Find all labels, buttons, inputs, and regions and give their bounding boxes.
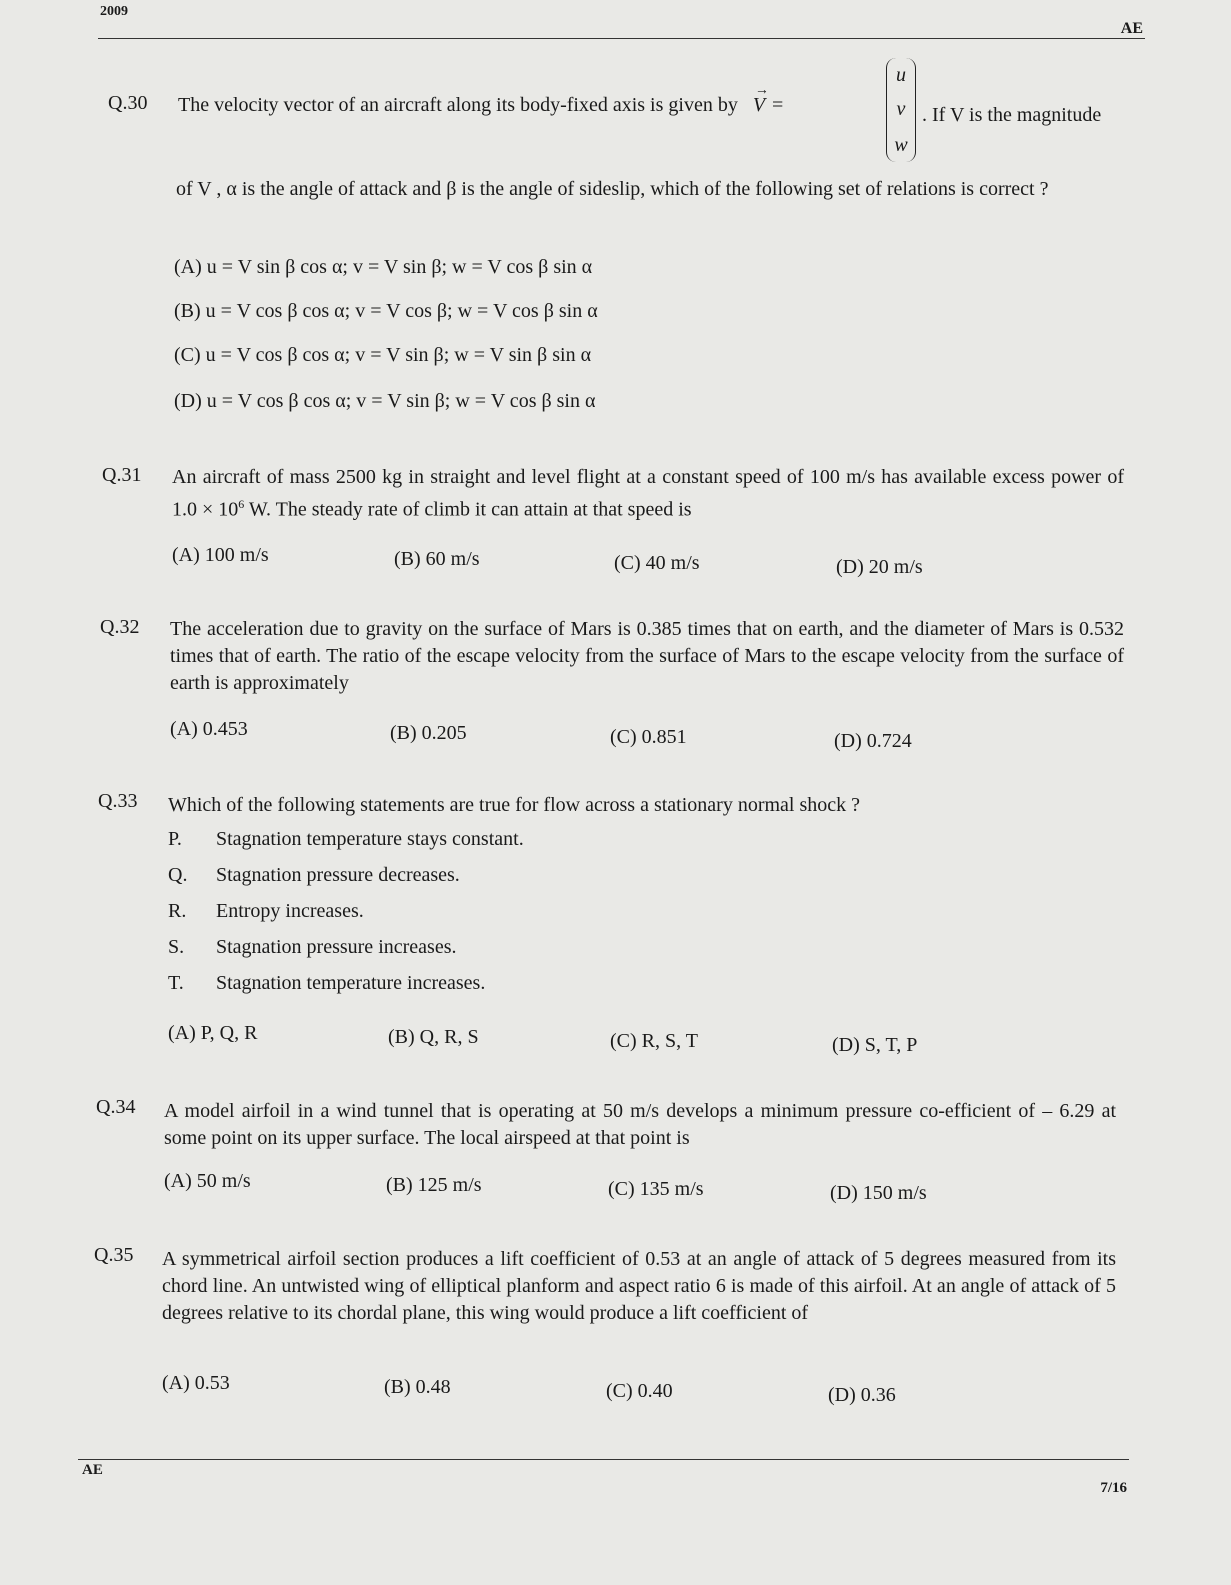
- header-divider: [98, 38, 1145, 39]
- header-year: 2009: [100, 4, 128, 19]
- vector-component-u: u: [896, 64, 906, 86]
- statement-text: Stagnation temperature stays constant.: [216, 828, 524, 850]
- option-b[interactable]: (B) u = V cos β cos α; v = V cos β; w = V cos β sin α: [174, 300, 598, 322]
- question-text: [172, 464, 1124, 524]
- question-text: The velocity vector of an aircraft along its body-fixed axis is given by: [178, 94, 738, 116]
- question-text: The acceleration due to gravity on the surface of Mars is 0.385 times that on earth, and the diameter of Mars is 0.532 times that of earth. The ratio of the escape velocity from the surface of Mars to the escape velocity from the surface of earth is approximately: [170, 618, 1124, 694]
- statement-label: Q.: [168, 864, 188, 886]
- option-b[interactable]: (B) 0.205: [390, 722, 467, 744]
- vector-component-w: w: [894, 134, 908, 156]
- statement-item: [168, 900, 364, 923]
- option-c[interactable]: (C) u = V cos β cos α; v = V sin β; w = V sin β sin α: [174, 344, 592, 366]
- question-text: . If V is the magnitude: [922, 104, 1102, 126]
- question-text: of V , α is the angle of attack and β is the angle of sideslip, which of the following set of relations is correct ?: [176, 178, 1049, 200]
- statement-item: [168, 936, 456, 959]
- exponent: 6: [238, 497, 245, 511]
- question-number: Q.34: [96, 1096, 136, 1118]
- statement-text: Stagnation pressure increases.: [216, 936, 457, 958]
- option-a[interactable]: (A) u = V sin β cos α; v = V sin β; w = V cos β sin α: [174, 256, 593, 278]
- statement-label: S.: [168, 936, 185, 958]
- option-a[interactable]: (A) 0.53: [162, 1372, 230, 1394]
- question-number: Q.30: [108, 92, 148, 114]
- option-c[interactable]: (C) 135 m/s: [608, 1178, 704, 1200]
- footer-paper-code: AE: [82, 1462, 103, 1478]
- option-d[interactable]: (D) 0.36: [828, 1384, 896, 1406]
- vector-symbol: → V: [753, 92, 765, 119]
- option-b[interactable]: (B) 60 m/s: [394, 548, 480, 570]
- option-c[interactable]: (C) R, S, T: [610, 1030, 698, 1052]
- velocity-vector-matrix: [886, 58, 916, 162]
- statement-text: Stagnation pressure decreases.: [216, 864, 460, 886]
- statement-label: R.: [168, 900, 187, 922]
- equals-sign: =: [772, 94, 784, 116]
- option-b[interactable]: (B) Q, R, S: [388, 1026, 479, 1048]
- header-paper-code: AE: [1120, 20, 1143, 37]
- option-c[interactable]: (C) 0.40: [606, 1380, 673, 1402]
- option-b[interactable]: (B) 125 m/s: [386, 1174, 482, 1196]
- question-number: Q.33: [98, 790, 138, 812]
- option-d[interactable]: (D) 20 m/s: [836, 556, 923, 578]
- option-b[interactable]: (B) 0.48: [384, 1376, 451, 1398]
- option-a[interactable]: (A) 0.453: [170, 718, 248, 740]
- page-number: 7/16: [1100, 1480, 1127, 1496]
- statement-item: [168, 972, 485, 995]
- option-a[interactable]: (A) 50 m/s: [164, 1170, 251, 1192]
- question-text: A symmetrical airfoil section produces a lift coefficient of 0.53 at an angle of attack of 5 degrees measured from its chord line. An untwisted wing of elliptical planform and aspect ratio 6 is made of this airfoil. At an angle of attack of 5 degrees relative to its chordal plane, this wing would produce a lift coefficient of: [162, 1248, 1116, 1324]
- option-d[interactable]: (D) u = V cos β cos α; v = V sin β; w = V cos β sin α: [174, 390, 596, 412]
- question-number: Q.31: [102, 464, 142, 486]
- option-c[interactable]: (C) 0.851: [610, 726, 687, 748]
- option-d[interactable]: (D) S, T, P: [832, 1034, 918, 1056]
- option-a[interactable]: (A) P, Q, R: [168, 1022, 258, 1044]
- statement-item: [168, 864, 460, 887]
- option-d[interactable]: (D) 0.724: [834, 730, 912, 752]
- question-number: Q.35: [94, 1244, 134, 1266]
- question-text-main: An aircraft of mass 2500 kg in straight and level flight at a constant speed of 100 m/s has available excess power of 1.0 × 10: [172, 466, 1124, 521]
- statement-label: T.: [168, 972, 184, 994]
- statement-text: Stagnation temperature increases.: [216, 972, 486, 994]
- footer-divider: [78, 1459, 1129, 1460]
- vector-component-v: v: [896, 98, 906, 120]
- statement-text: Entropy increases.: [216, 900, 364, 922]
- question-number: Q.32: [100, 616, 140, 638]
- statement-item: [168, 828, 524, 851]
- question-text: A model airfoil in a wind tunnel that is operating at 50 m/s develops a minimum pressure co-efficient of – 6.29 at some point on its upper surface. The local airspeed at that point is: [164, 1100, 1116, 1149]
- option-c[interactable]: (C) 40 m/s: [614, 552, 700, 574]
- question-text: Which of the following statements are true for flow across a stationary normal shock ?: [168, 794, 861, 816]
- statement-label: P.: [168, 828, 182, 850]
- option-a[interactable]: (A) 100 m/s: [172, 544, 269, 566]
- question-text-tail: W. The steady rate of climb it can attain at that speed is: [244, 498, 692, 521]
- option-d[interactable]: (D) 150 m/s: [830, 1182, 927, 1204]
